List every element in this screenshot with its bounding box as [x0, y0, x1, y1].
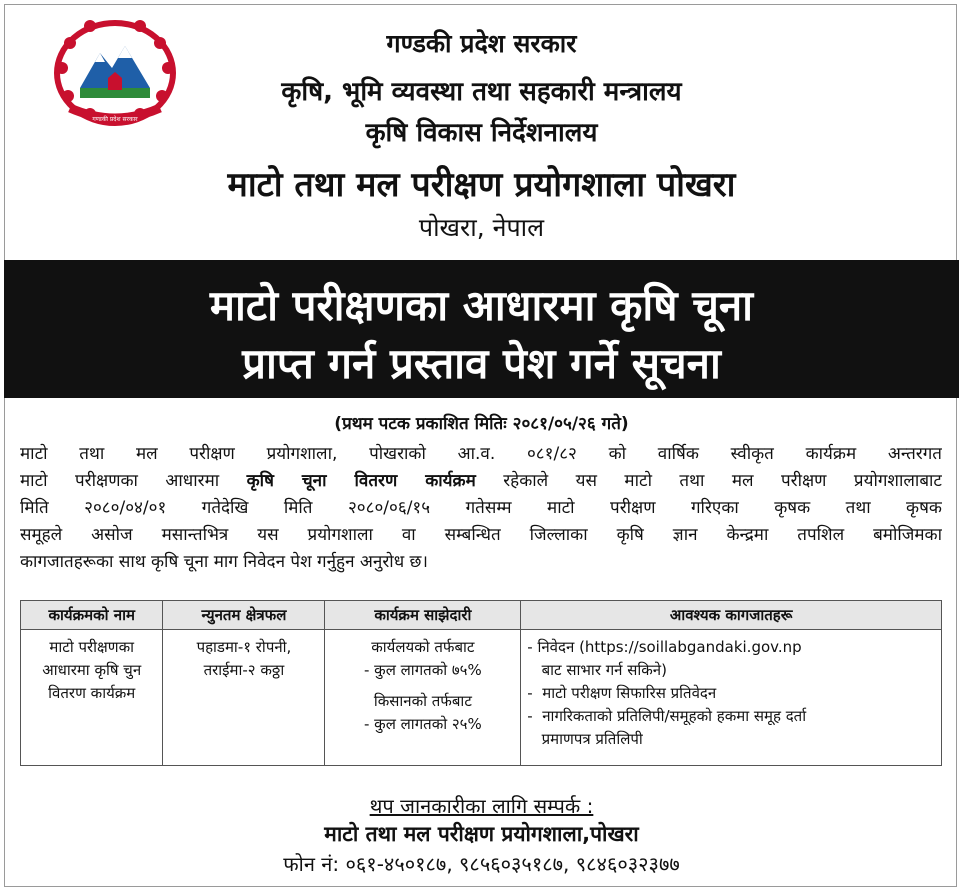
paragraph-line: [20, 468, 942, 495]
cell-docs: [521, 630, 942, 766]
cell-line: तराईमा-२ कठ्ठा: [203, 661, 285, 679]
cell-line: - कुल लागतको ७५%: [364, 661, 482, 679]
col-header-program: कार्यक्रमको नाम: [21, 601, 163, 630]
notice-paragraph: [20, 441, 942, 576]
ministry-title: कृषि, भूमि व्यवस्था तथा सहकारी मन्त्रालय: [281, 77, 682, 107]
notice-banner: [4, 260, 959, 398]
col-header-docs: आवश्यक कागजातहरू: [521, 601, 942, 630]
table-row: [21, 630, 942, 766]
contact-label: [0, 792, 963, 819]
cell-line: वितरण कार्यक्रम: [48, 684, 136, 702]
cell-line: - कुल लागतको २५%: [364, 715, 482, 733]
paragraph-line: कागजातहरूका साथ कृषि चूना माग निवेदन पेश गर्नुहुन अनुरोध छ।: [20, 552, 428, 572]
gov-title: गण्डकी प्रदेश सरकार: [386, 29, 577, 58]
cell-line: प्रमाणपत्र प्रतिलिपी: [527, 730, 643, 748]
banner-line-1: माटो परीक्षणका आधारमा कृषि चूना: [209, 281, 754, 330]
paragraph-text: माटो परीक्षणका आधारमा: [20, 471, 220, 491]
paragraph-text: रहेकाले यस माटो तथा मल परीक्षण प्रयोगशालाबाट: [503, 471, 942, 491]
cell-line: - माटो परीक्षण सिफारिस प्रतिवेदन: [527, 684, 717, 702]
cell-line: आधारमा कृषि चुन: [42, 661, 142, 679]
cell-line: बाट साभार गर्न सकिने): [527, 661, 667, 679]
col-header-share: कार्यक्रम साझेदारी: [325, 601, 521, 630]
cell-program: [21, 630, 163, 766]
office-location: पोखरा, नेपाल: [418, 213, 545, 242]
banner-line-2: प्राप्त गर्न प्रस्ताव पेश गर्ने सूचना: [242, 339, 721, 388]
table-header-row: [21, 601, 942, 630]
cell-line: कार्यलयको तर्फबाट: [371, 638, 475, 656]
directorate-title: कृषि विकास निर्देशनालय: [365, 118, 598, 148]
contact-office: माटो तथा मल परीक्षण प्रयोगशाला,पोखरा: [324, 822, 639, 846]
cell-line: - नागरिकताको प्रतिलिपी/समूहको हकमा समूह दर्ता: [527, 707, 807, 725]
cell-line: - निवेदन (https://soillabgandaki.gov.np: [527, 638, 802, 656]
office-title: माटो तथा मल परीक्षण प्रयोगशाला पोखरा: [227, 165, 736, 205]
col-header-area: न्युनतम क्षेत्रफल: [163, 601, 325, 630]
contact-label-text: थप जानकारीका लागि सम्पर्क :: [369, 794, 594, 818]
emblem-text: गण्डकी प्रदेश सरकार: [92, 116, 138, 123]
cell-line: किसानको तर्फबाट: [373, 692, 472, 710]
program-table: [20, 600, 942, 766]
paragraph-line: माटो तथा मल परीक्षण प्रयोगशाला, पोखराको आ.व. ०८१/८२ को वार्षिक स्वीकृत कार्यक्रम अन्तरगत: [20, 444, 942, 464]
cell-area: [163, 630, 325, 766]
cell-share: [325, 630, 521, 766]
paragraph-line: समूहले असोज मसान्तभित्र यस प्रयोगशाला वा सम्बन्धित जिल्लाका कृषि ज्ञान केन्द्रमा तपशिल बमोजिमका: [20, 525, 942, 545]
paragraph-line: मिति २०८०/०४/०१ गतेदेखि मिति २०८०/०६/१५ गतेसम्म माटो परीक्षण गरिएका कृषक तथा कृषक: [20, 498, 942, 518]
cell-line: पहाडमा-१ रोपनी,: [196, 638, 292, 656]
program-highlight: कृषि चूना वितरण कार्यक्रम: [246, 471, 476, 491]
publication-date: (प्रथम पटक प्रकाशित मितिः २०८१/०५/२६ गते): [334, 414, 629, 434]
contact-phone: फोन नं: ०६१-४५०१८७, ९८५६०३५१८७, ९८४६०३२३७७: [283, 852, 680, 876]
cell-line: माटो परीक्षणका: [49, 638, 135, 656]
